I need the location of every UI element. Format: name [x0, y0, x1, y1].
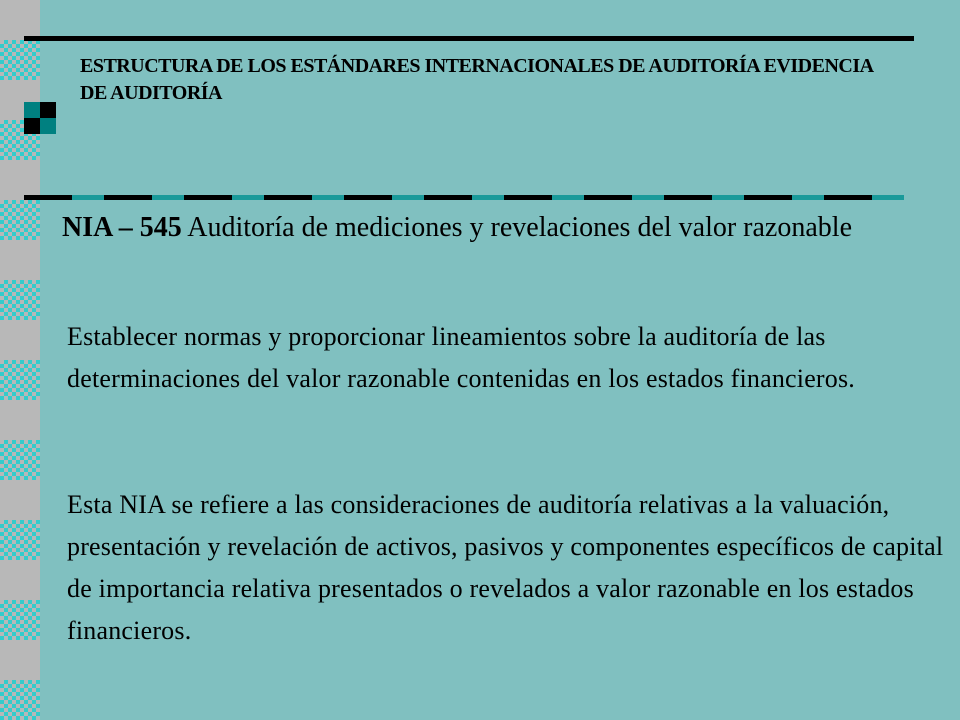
slide-subtitle: [62, 211, 902, 245]
checker-square-icon: [24, 102, 56, 134]
strip-band: [0, 240, 40, 280]
strip-band: [0, 320, 40, 360]
strip-band: [0, 160, 40, 200]
top-divider: [24, 36, 914, 41]
strip-band: [0, 0, 40, 40]
strip-band: [0, 480, 40, 520]
strip-band: [0, 560, 40, 600]
strip-band: [0, 640, 40, 680]
objective-paragraph: Establecer normas y proporcionar lineamientos sobre la auditoría de las determinaciones del valor razonable contenidas en los estados financieros.: [67, 322, 856, 393]
standard-title: Auditoría de mediciones y revelaciones del valor razonable: [187, 212, 852, 243]
strip-band: [0, 400, 40, 440]
scope-paragraph: Esta NIA se refiere a las consideraciones de auditoría relativas a la valuación, presentación y revelación de activos, pasivos y componentes específicos de capital de importancia relativa presentados o revelados a valor razonable en los estados financieros.: [67, 490, 944, 645]
dashed-divider: [24, 195, 904, 200]
slide-header-title: ESTRUCTURA DE LOS ESTÁNDARES INTERNACIONALES DE AUDITORÍA EVIDENCIA DE AUDITORÍA: [80, 55, 873, 104]
standard-code: NIA – 545: [62, 212, 182, 243]
